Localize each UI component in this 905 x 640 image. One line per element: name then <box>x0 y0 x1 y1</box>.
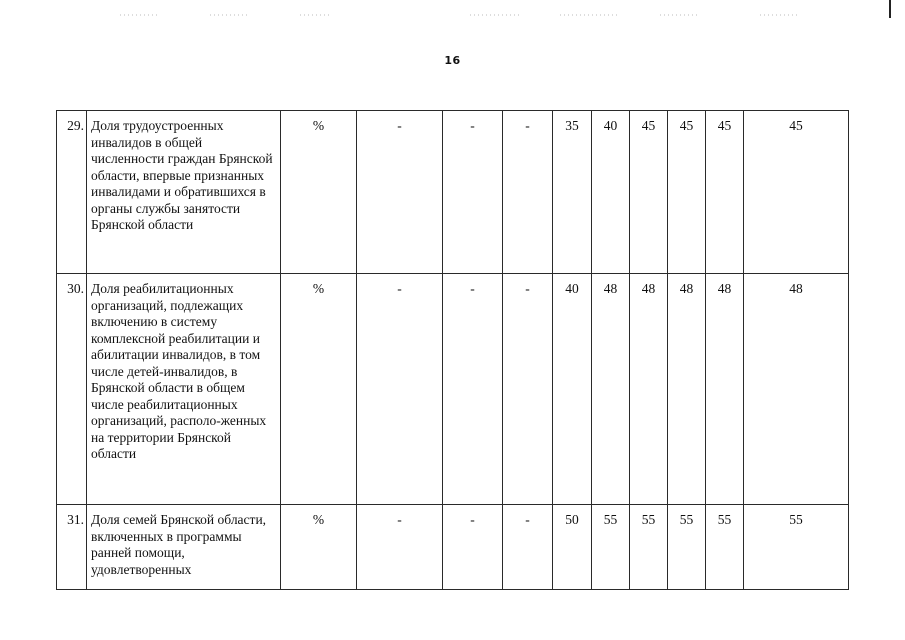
row-value: - <box>357 274 443 505</box>
row-value: 40 <box>553 274 592 505</box>
table-row <box>57 274 849 505</box>
row-description: Доля реабилитационных организаций, подлежащих включению в систему комплексной реабилитации и абилитации инвалидов, в том числе детей-инвалидов, в Брянской области в общем числе реабилитационных организаций, располо-женных на территории Брянской области <box>87 274 281 505</box>
row-number: 31. <box>57 505 87 590</box>
row-value: - <box>443 111 503 274</box>
row-value: 48 <box>630 274 668 505</box>
page-number: 16 <box>444 54 461 67</box>
row-value: - <box>503 505 553 590</box>
table-row <box>57 505 849 590</box>
row-value: 55 <box>706 505 744 590</box>
row-value: 45 <box>706 111 744 274</box>
row-value: 55 <box>630 505 668 590</box>
row-value: 55 <box>592 505 630 590</box>
row-value: 50 <box>553 505 592 590</box>
row-value: 55 <box>744 505 849 590</box>
table-row <box>57 111 849 274</box>
row-unit: % <box>281 274 357 505</box>
row-value: 35 <box>553 111 592 274</box>
indicators-table <box>56 110 849 590</box>
row-unit: % <box>281 111 357 274</box>
row-description: Доля трудоустроенных инвалидов в общей численности граждан Брянской области, впервые признанных инвалидами и обратившихся в органы службы занятости Брянской области <box>87 111 281 274</box>
row-value: 45 <box>668 111 706 274</box>
row-unit: % <box>281 505 357 590</box>
row-value: 45 <box>744 111 849 274</box>
row-value: - <box>503 274 553 505</box>
row-value: - <box>357 505 443 590</box>
row-number: 29. <box>57 111 87 274</box>
row-value: - <box>357 111 443 274</box>
row-value: - <box>443 505 503 590</box>
row-value: 40 <box>592 111 630 274</box>
row-value: - <box>503 111 553 274</box>
row-value: 48 <box>744 274 849 505</box>
row-value: 45 <box>630 111 668 274</box>
row-value: 48 <box>706 274 744 505</box>
row-value: - <box>443 274 503 505</box>
scan-artifact-marks <box>0 0 905 30</box>
row-value: 55 <box>668 505 706 590</box>
row-value: 48 <box>592 274 630 505</box>
row-number: 30. <box>57 274 87 505</box>
row-value: 48 <box>668 274 706 505</box>
row-description: Доля семей Брянской области, включенных в программы ранней помощи, удовлетворенных <box>87 505 281 590</box>
